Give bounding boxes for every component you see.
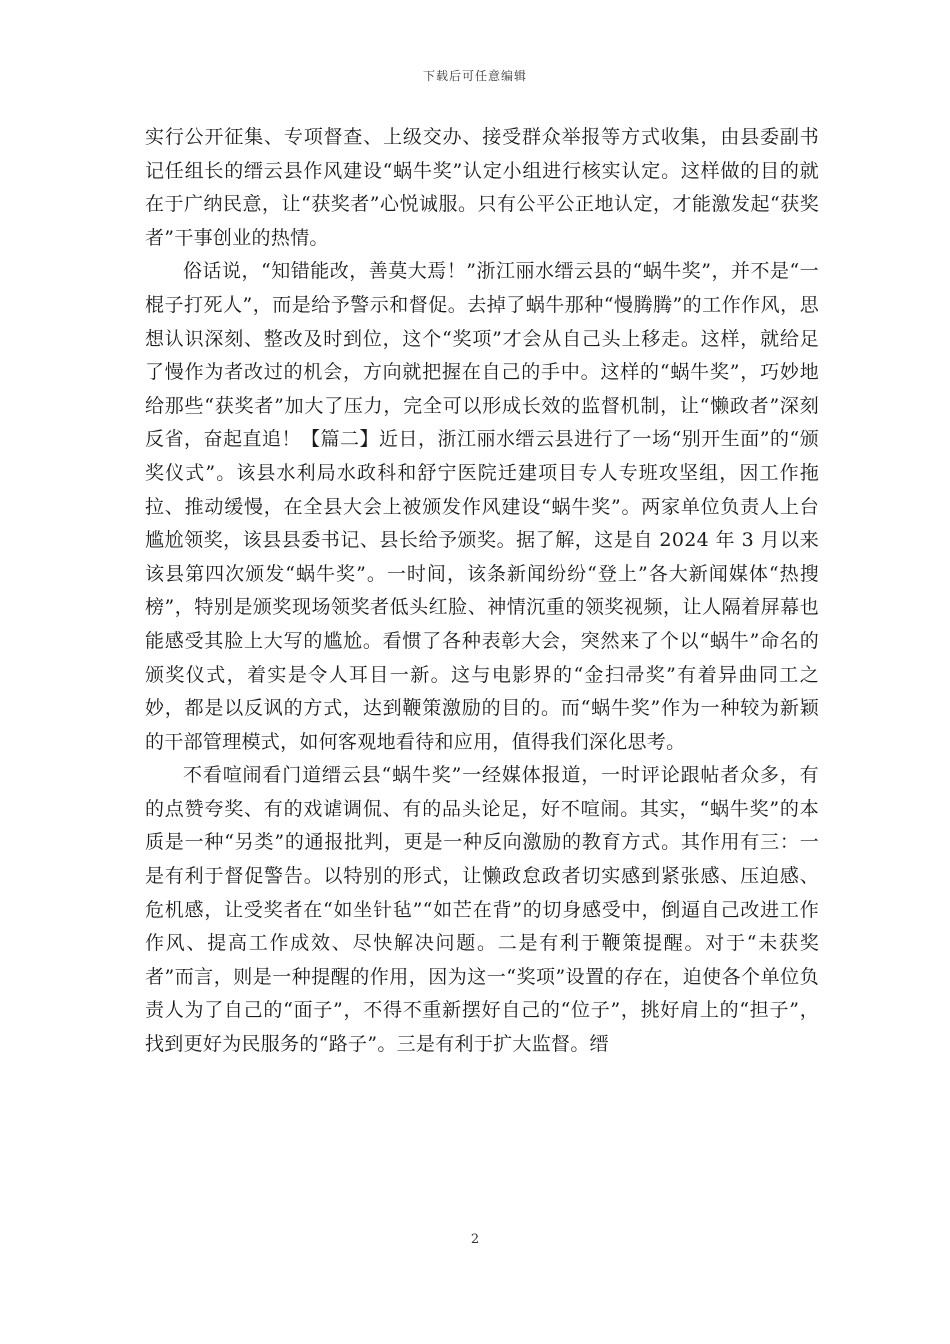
paragraph-1: 实行公开征集、专项督查、上级交办、接受群众举报等方式收集，由县委副书记任组长的缙云县作风建设“蜗牛奖”认定小组进行核实认定。这样做的目的就在于广纳民意，让“获奖者”心悦诚服。只有公平公正地认定，才能激发起“获奖者”干事创业的热情。: [145, 126, 819, 249]
page-number: 2: [470, 1232, 480, 1247]
paragraph-2: 俗话说，“知错能改，善莫大焉！”浙江丽水缙云县的“蜗牛奖”，并不是“一棍子打死人”，而是给予警示和督促。去掉了蜗牛那种“慢腾腾”的工作作风，思想认识深刻、整改及时到位，这个“奖项”才会从自己头上移走。这样，就给足了慢作为者改过的机会，方向就把握在自己的手中。这样的“蜗牛奖”，巧妙地给那些“获奖者”加大了压力，完全可以形成长效的监督机制，让“懒政者”深刻反省，奋起直追！【篇二】近日，浙江丽水缙云县进行了一场“别开生面”的“颁奖仪式”。该县水利局水政科和舒宁医院迁建项目专人专班攻坚组，因工作拖拉、推动缓慢，在全县大会上被颁发作风建设“蜗牛奖”。两家单位负责人上台尴尬领奖，该县县委书记、县长给予颁奖。据了解，这是自 2024 年 3 月以来该县第四次颁发“蜗牛奖”。一时间，该条新闻纷纷“登上”各大新闻媒体“热搜榜”，特别是颁奖现场领奖者低头红脸、神情沉重的领奖视频，让人隔着屏幕也能感受其脸上大写的尴尬。看惯了各种表彰大会，突然来了个以“蜗牛”命名的颁奖仪式，着实是令人耳目一新。这与电影界的“金扫帚奖”有着异曲同工之妙，都是以反讽的方式，达到鞭策激励的目的。而“蜗牛奖”作为一种较为新颖的干部管理模式，如何客观地看待和应用，值得我们深化思考。: [145, 260, 819, 753]
paragraph-3: 不看喧闹看门道缙云县“蜗牛奖”一经媒体报道，一时评论跟帖者众多，有的点赞夸奖、有的戏谑调侃、有的品头论足，好不喧闹。其实，“蜗牛奖”的本质是一种“另类”的通报批判，更是一种反向激励的教育方式。其作用有三：一是有利于督促警告。以特别的形式，让懒政怠政者切实感到紧张感、压迫感、危机感，让受奖者在“如坐针毡”“如芒在背”的切身感受中，倒逼自己改进工作作风、提高工作成效、尽快解决问题。二是有利于鞭策提醒。对于“未获奖者”而言，则是一种提醒的作用，因为这一“奖项”设置的存在，迫使各个单位负责人为了自己的“面子”，不得不重新摆好自己的“位子”，挑好肩上的“担子”，找到更好为民服务的“路子”。三是有利于扩大监督。缙: [145, 764, 819, 1056]
page-header: 下载后可任意编辑: [422, 69, 527, 83]
document-body: [145, 121, 819, 1062]
